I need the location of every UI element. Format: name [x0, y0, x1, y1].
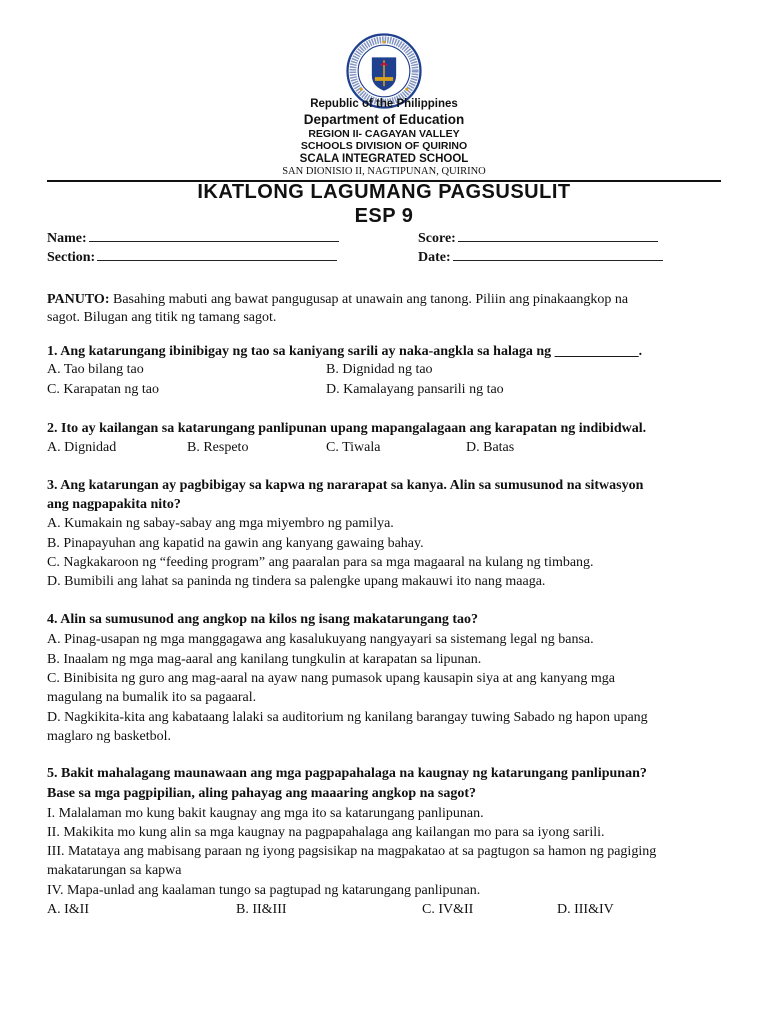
instructions-line-1 [47, 292, 628, 308]
q2-option-a[interactable]: A. Dignidad [47, 440, 117, 455]
q3-option-c[interactable]: C. Nagkakaroon ng “feeding program” ang paaralan para sa mga magaaral na kulang ng timbang. [47, 555, 594, 570]
address-line: SAN DIONISIO II, NAGTIPUNAN, QUIRINO [282, 166, 486, 177]
q2-option-b[interactable]: B. Respeto [187, 440, 249, 455]
region-line: REGION II- CAGAYAN VALLEY [308, 128, 460, 140]
question-1: 1. Ang katarungang ibinibigay ng tao sa kaniyang sarili ay naka-angkla sa halaga ng ____________. [47, 344, 643, 359]
q4-option-d[interactable]: D. Nagkikita-kita ang kabataang lalaki sa auditorium ng kanilang barangay tuwing Sabado ng hapon upang [47, 710, 648, 725]
instructions-text: Basahing mabuti ang bawat pangugusap at unawain ang tanong. Piliin ang pinakaangkop na [109, 292, 629, 307]
question-4: 4. Alin sa sumusunod ang angkop na kilos ng isang makatarungang tao? [47, 612, 479, 627]
q5-option-d[interactable]: D. III&IV [557, 902, 614, 917]
q1-option-b[interactable]: B. Dignidad ng tao [326, 362, 433, 377]
question-2: 2. Ito ay kailangan sa katarungang panlipunan upang mapangalagaan ang karapatan ng indibidwal. [47, 421, 647, 436]
section-blank[interactable] [97, 248, 337, 261]
name-blank[interactable] [89, 229, 339, 242]
q5-option-b[interactable]: B. II&III [236, 902, 287, 917]
name-label: Name: [47, 231, 87, 246]
q4-option-b[interactable]: B. Inaalam ng mga mag-aaral ang kanilang tungkulin at karapatan sa lipunan. [47, 652, 482, 667]
score-label: Score: [418, 231, 456, 246]
question-5-line-1: 5. Bakit mahalagang maunawaan ang mga pagpapahalaga na kaugnay ng katarungang panlipunan? [47, 766, 647, 781]
q3-option-b[interactable]: B. Pinapayuhan ang kapatid na gawin ang kanyang gawaing bahay. [47, 536, 424, 551]
question-3-line-1: 3. Ang katarungan ay pagbibigay sa kapwa ng nararapat sa kanya. Alin sa sumusunod na sitwasyon [47, 478, 644, 493]
q5-statement-1: I. Malalaman mo kung bakit kaugnay ang mga ito sa katarungang panlipunan. [47, 806, 484, 821]
exam-title: IKATLONG LAGUMANG PAGSUSULIT [197, 181, 571, 203]
question-5-line-2: Base sa mga pagpipilian, aling pahayag ang maaaring angkop na sagot? [47, 786, 477, 801]
q2-option-d[interactable]: D. Batas [466, 440, 515, 455]
score-field[interactable] [418, 229, 658, 247]
q5-statement-4: IV. Mapa-unlad ang kaalaman tungo sa pagtupad ng katarungang panlipunan. [47, 883, 481, 898]
date-blank[interactable] [453, 248, 663, 261]
republic-line: Republic of the Philippines [310, 98, 458, 110]
q4-option-d-cont[interactable]: maglaro ng basketbol. [47, 729, 172, 744]
q4-option-a[interactable]: A. Pinag-usapan ng mga manggagawa ang kasalukuyang nangyayari sa sistemang legal ng bansa. [47, 632, 594, 647]
subject-title: ESP 9 [354, 205, 414, 227]
q3-option-d[interactable]: D. Bumibili ang lahat sa paninda ng tindera sa palengke upang makauwi ito nang maaga. [47, 574, 546, 589]
question-3-line-2: ang nagpapakita nito? [47, 497, 181, 512]
q5-option-a[interactable]: A. I&II [47, 902, 89, 917]
section-field[interactable] [47, 248, 337, 266]
q4-option-c-cont[interactable]: magulang na bumalik ito sa pagaaral. [47, 690, 257, 705]
q3-option-a[interactable]: A. Kumakain ng sabay-sabay ang mga miyembro ng pamilya. [47, 516, 394, 531]
instructions-label: PANUTO: [47, 292, 110, 307]
q2-option-c[interactable]: C. Tiwala [326, 440, 381, 455]
date-label: Date: [418, 250, 451, 265]
q4-option-c[interactable]: C. Binibisita ng guro ang mag-aaral na ayaw nang pumasok upang kausapin siya at ang kanyang mga [47, 671, 616, 686]
q1-option-c[interactable]: C. Karapatan ng tao [47, 382, 159, 397]
instructions-line-2: sagot. Bilugan ang titik ng tamang sagot. [47, 310, 277, 325]
school-line: SCALA INTEGRATED SCHOOL [299, 153, 469, 165]
score-blank[interactable] [458, 229, 658, 242]
q5-option-c[interactable]: C. IV&II [422, 902, 474, 917]
q5-statement-3-cont: makatarungan sa kapwa [47, 863, 182, 878]
division-line: SCHOOLS DIVISION OF QUIRINO [300, 140, 468, 152]
q1-option-a[interactable]: A. Tao bilang tao [47, 362, 144, 377]
q5-statement-2: II. Makikita mo kung alin sa mga kaugnay na pagpapahalaga ang kailangan mo para sa iyong sarili. [47, 825, 605, 840]
q5-statement-3: III. Matataya ang mabisang paraan ng iyong pagsisikap na magpakatao at sa pagtugon sa hamon ng pagiging [47, 844, 657, 859]
date-field[interactable] [418, 248, 663, 266]
q1-option-d[interactable]: D. Kamalayang pansarili ng tao [326, 382, 504, 397]
section-label: Section: [47, 250, 96, 265]
name-field[interactable] [47, 229, 339, 247]
department-line: Department of Education [303, 112, 465, 127]
